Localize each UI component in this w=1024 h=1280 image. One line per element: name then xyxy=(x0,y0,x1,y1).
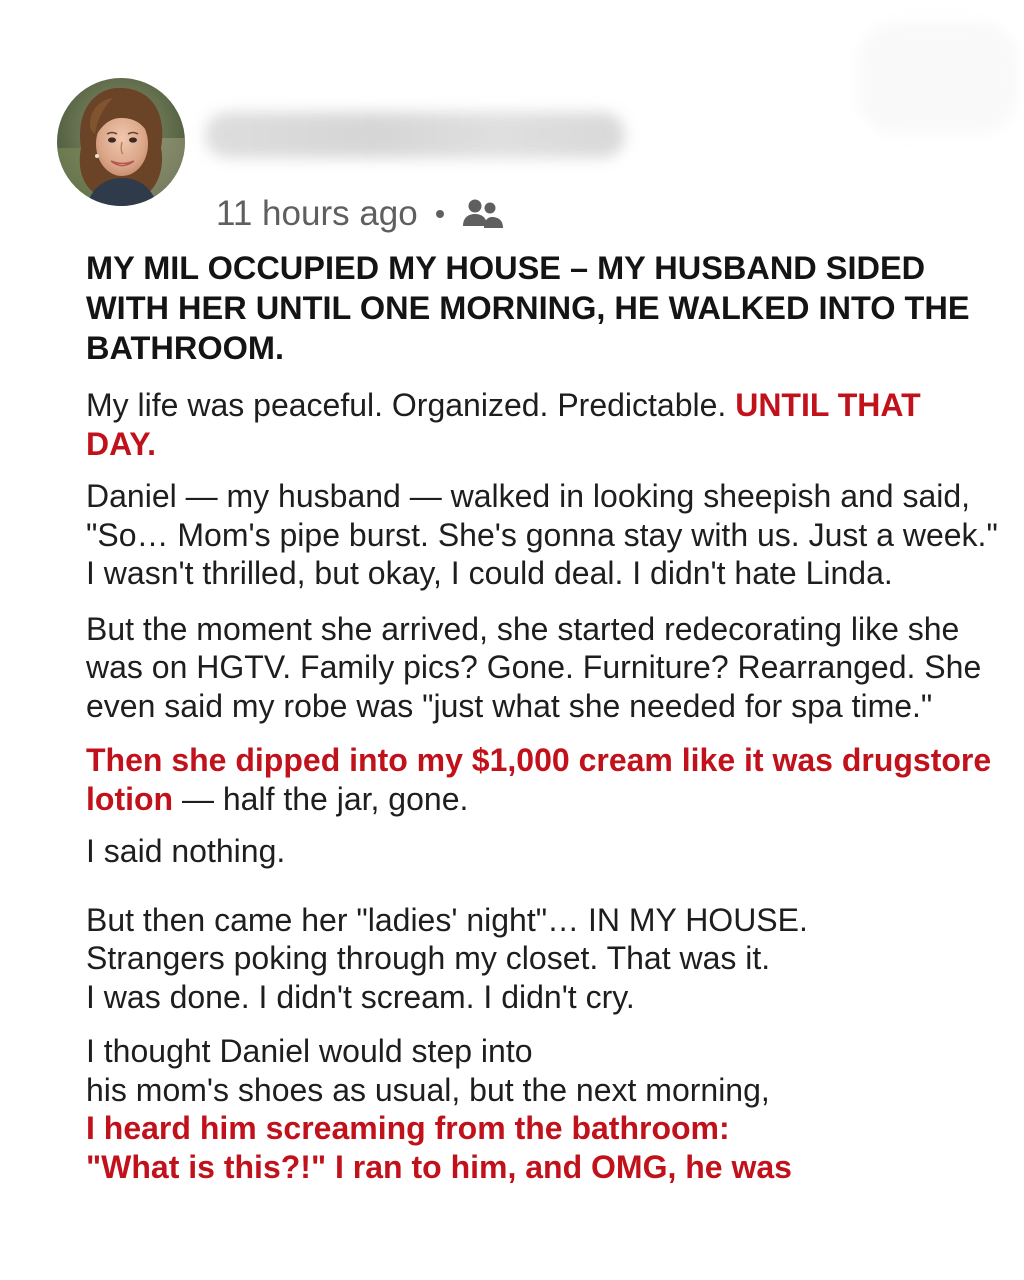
highlighted-text: "What is this?!" I ran to him, and OMG, he was xyxy=(86,1148,792,1185)
paragraph-4 xyxy=(86,741,998,818)
paragraph-line: I was done. I didn't scream. I didn't cry. xyxy=(86,978,635,1015)
post-timestamp[interactable]: 11 hours ago xyxy=(216,194,418,233)
paragraph-line: his mom's shoes as usual, but the next morning, xyxy=(86,1071,770,1108)
paragraph-6 xyxy=(86,901,998,1017)
author-name-blurred[interactable] xyxy=(205,112,625,158)
paragraph-line: But then came her "ladies' night"… IN MY HOUSE. xyxy=(86,901,808,938)
highlighted-text: Then she dipped into my $1,000 cream like it was drugstore lotion xyxy=(86,742,992,817)
post-meta xyxy=(216,192,506,236)
highlighted-text: UNTIL THAT DAY. xyxy=(86,387,921,462)
paragraph-3: But the moment she arrived, she started redecorating like she was on HGTV. Family pics? Gone. Furniture? Rearranged. She even said my robe was "just what she needed for spa time." xyxy=(86,610,982,724)
paragraph-line: I thought Daniel would step into xyxy=(86,1033,533,1069)
separator-dot xyxy=(436,210,444,218)
paragraph-1 xyxy=(86,386,998,463)
highlighted-text: I heard him screaming from the bathroom: xyxy=(86,1110,730,1146)
author-avatar[interactable] xyxy=(57,78,185,206)
blurred-corner-element xyxy=(858,22,1018,134)
paragraph-2: Daniel — my husband — walked in looking sheepish and said, "So… Mom's pipe burst. She's gonna stay with us. Just a week." I wasn't thrilled, but okay, I could deal. I didn't hate Linda. xyxy=(86,478,998,591)
friends-icon[interactable] xyxy=(460,194,506,234)
woman-portrait-avatar xyxy=(57,78,185,206)
paragraph-5: I said nothing. xyxy=(86,833,286,869)
post-headline: MY MIL OCCUPIED MY HOUSE – MY HUSBAND SIDED WITH HER UNTIL ONE MORNING, HE WALKED INTO THE BATHROOM. xyxy=(86,250,970,366)
paragraph-7 xyxy=(86,1032,998,1186)
paragraph-text: — half the jar, gone. xyxy=(173,780,469,817)
paragraph-line: Strangers poking through my closet. That was it. xyxy=(86,940,771,976)
post-body xyxy=(86,248,998,1186)
paragraph-text: My life was peaceful. Organized. Predictable. xyxy=(86,387,736,423)
